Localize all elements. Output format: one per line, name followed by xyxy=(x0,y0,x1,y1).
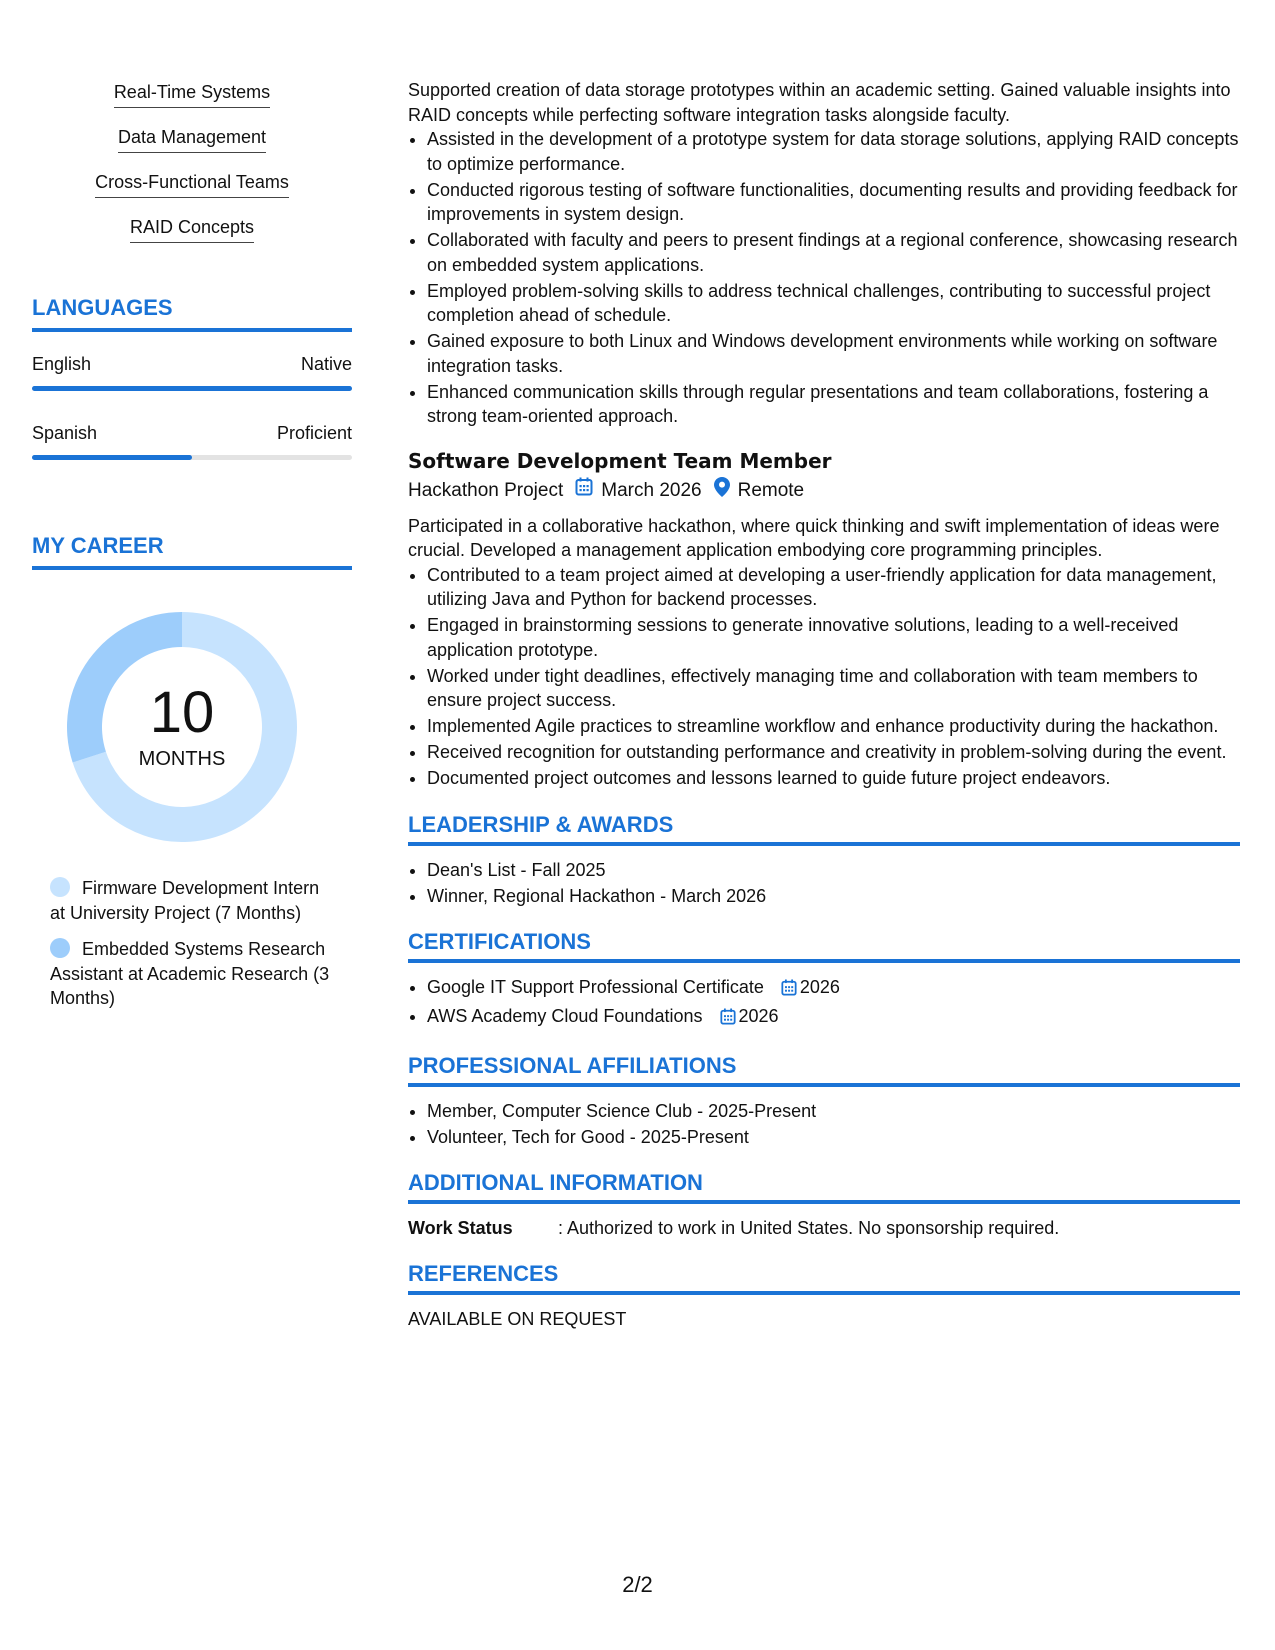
language-level: Proficient xyxy=(276,423,352,443)
affiliation-item: • Member, Computer Science Club - 2025-Present xyxy=(427,1099,1240,1124)
career-donut-chart xyxy=(67,612,297,842)
page-number: 2/2 xyxy=(622,1572,653,1597)
work-status-label: Work Status xyxy=(408,1218,513,1238)
legend-dot xyxy=(50,938,70,958)
calendar-icon xyxy=(720,1007,736,1032)
references-heading: REFERENCES xyxy=(408,1260,1240,1295)
legend-dot xyxy=(50,877,70,897)
legend-label: Firmware Development Intern at University Project (7 Months) xyxy=(50,878,320,923)
job-company: Hackathon Project xyxy=(408,480,564,501)
job-location: Remote xyxy=(737,480,805,501)
language-bar xyxy=(32,386,352,391)
skill-item: RAID Concepts xyxy=(130,215,254,243)
job-meta xyxy=(408,477,1240,506)
bullet-item: • Collaborated with faculty and peers to present findings at a regional conference, showcasing research on embedded system applications. xyxy=(427,228,1240,277)
skills-list xyxy=(32,80,352,260)
legend-item xyxy=(50,876,335,925)
bullet-item: • Employed problem-solving skills to address technical challenges, contributing to successful project completion ahead of schedule. xyxy=(427,279,1240,328)
skill-item: Real-Time Systems xyxy=(114,80,270,108)
calendar-icon xyxy=(575,477,593,505)
work-status-row xyxy=(408,1216,1240,1240)
language-bar-fill xyxy=(32,386,352,391)
award-item: • Dean's List - Fall 2025 xyxy=(427,858,1240,883)
career-total-number: 10 xyxy=(149,680,215,745)
bullet-item: • Documented project outcomes and lessons learned to guide future project endeavors. xyxy=(427,766,1240,791)
career-total-unit: MONTHS xyxy=(138,748,226,770)
main-column xyxy=(408,78,1240,1332)
legend-item xyxy=(50,937,335,1011)
affiliations-list xyxy=(408,1099,1240,1150)
certification-year: 2026 xyxy=(738,1006,779,1026)
language-bar-fill xyxy=(32,455,192,460)
language-name: Spanish xyxy=(32,423,98,443)
bullet-item: • Engaged in brainstorming sessions to generate innovative solutions, leading to a well-received application prototype. xyxy=(427,613,1240,662)
language-level: Native xyxy=(300,354,352,374)
bullet-item: • Contributed to a team project aimed at developing a user-friendly application for data management, utilizing Java and Python for backend processes. xyxy=(427,563,1240,612)
language-item xyxy=(32,352,352,391)
job-title: Software Development Team Member xyxy=(408,448,832,473)
language-item xyxy=(32,421,352,460)
references-text: AVAILABLE ON REQUEST xyxy=(408,1309,627,1329)
certifications-heading: CERTIFICATIONS xyxy=(408,928,1240,963)
donut-center xyxy=(67,612,297,842)
certification-name: AWS Academy Cloud Foundations xyxy=(427,1006,703,1026)
bullet-item: • Enhanced communication skills through regular presentations and team collaborations, fostering a strong team-oriented approach. xyxy=(427,380,1240,429)
language-name: English xyxy=(32,354,92,374)
certifications-list xyxy=(408,975,1240,1032)
skill-item: Data Management xyxy=(118,125,266,153)
languages-section xyxy=(32,294,352,460)
affiliation-item: • Volunteer, Tech for Good - 2025-Present xyxy=(427,1125,1240,1150)
bullet-item: • Implemented Agile practices to streamline workflow and enhance productivity during the hackathon. xyxy=(427,714,1240,739)
certification-name: Google IT Support Professional Certificate xyxy=(427,977,764,997)
job-summary: Participated in a collaborative hackathon, where quick thinking and swift implementation of ideas were crucial. Developed a management application embodying core programming principles. xyxy=(408,515,1220,560)
awards-list xyxy=(408,858,1240,909)
certification-year: 2026 xyxy=(799,977,840,997)
bullet-item: • Conducted rigorous testing of software functionalities, documenting results and providing feedback for improvements in system design. xyxy=(427,178,1240,227)
career-legend xyxy=(50,876,335,1011)
award-item: • Winner, Regional Hackathon - March 2026 xyxy=(427,884,1240,909)
skill-item: Cross-Functional Teams xyxy=(95,170,289,198)
bullet-item: • Received recognition for outstanding performance and creativity in problem-solving during the event. xyxy=(427,740,1240,765)
legend-label: Embedded Systems Research Assistant at Academic Research (3 Months) xyxy=(50,939,330,1008)
additional-info-heading: ADDITIONAL INFORMATION xyxy=(408,1169,1240,1204)
bullet-item: • Gained exposure to both Linux and Windows development environments while working on software integration tasks. xyxy=(427,329,1240,378)
bullet-item: • Worked under tight deadlines, effectively managing time and collaboration with team members to ensure project success. xyxy=(427,664,1240,713)
sidebar xyxy=(32,80,352,1023)
calendar-icon xyxy=(781,978,797,1003)
experience-bullets xyxy=(408,127,1240,429)
language-bar xyxy=(32,455,352,460)
map-pin-icon xyxy=(714,477,730,506)
job-date: March 2026 xyxy=(601,480,702,501)
languages-heading: LANGUAGES xyxy=(32,294,352,332)
career-section xyxy=(32,532,352,1011)
certification-item xyxy=(427,975,1240,1003)
awards-heading: LEADERSHIP & AWARDS xyxy=(408,811,1240,846)
career-heading: MY CAREER xyxy=(32,532,352,570)
certification-item xyxy=(427,1004,1240,1032)
experience-summary: Supported creation of data storage prototypes within an academic setting. Gained valuable insights into RAID concepts while perfecting software integration tasks alongside faculty. xyxy=(408,80,1231,125)
affiliations-heading: PROFESSIONAL AFFILIATIONS xyxy=(408,1052,1240,1087)
work-status-value: : Authorized to work in United States. No sponsorship required. xyxy=(558,1218,1060,1238)
job-bullets xyxy=(408,563,1240,791)
bullet-item: • Assisted in the development of a prototype system for data storage solutions, applying RAID concepts to optimize performance. xyxy=(427,127,1240,176)
